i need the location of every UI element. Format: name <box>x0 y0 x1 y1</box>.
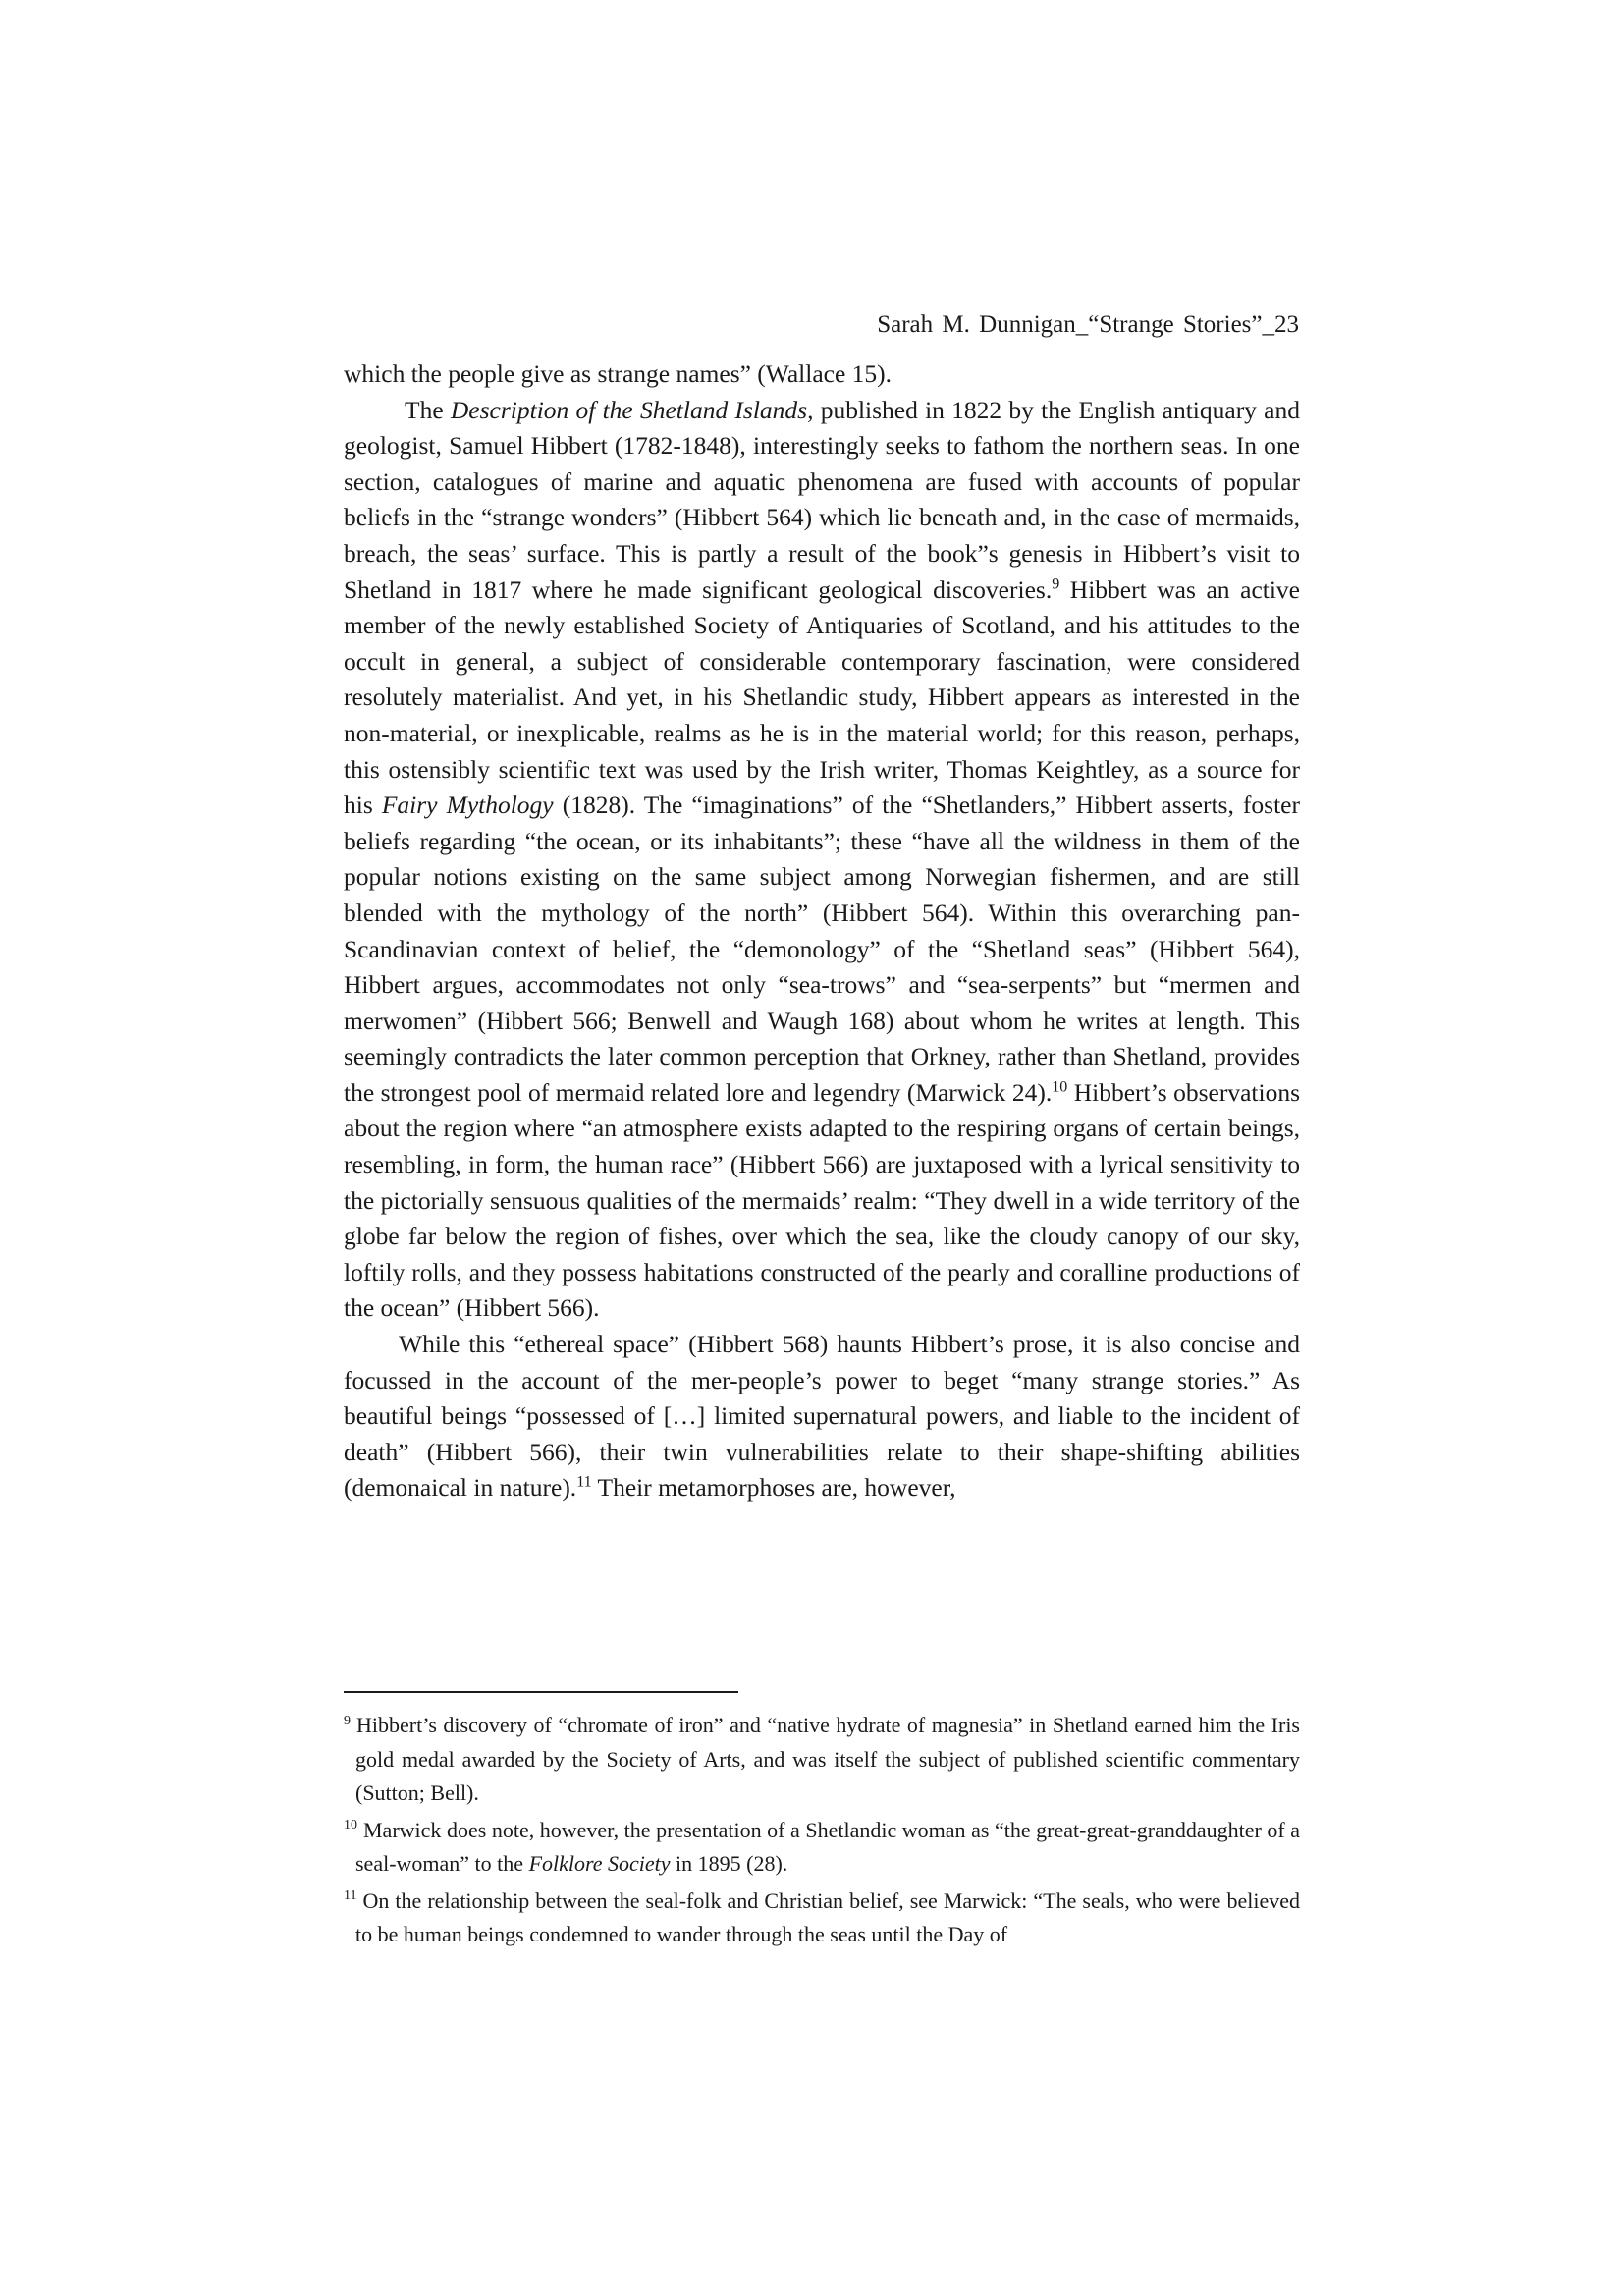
footnotes <box>344 1709 1300 1955</box>
text-span: Hibbert’s observations about the region where “an atmosphere exists adapted to the respiring organs of certain beings, resembling, in form, the human race” (Hibbert 566) are juxtaposed with a lyrical sensitivity to the pictorially sensuous qualities of the mermaids’ realm: “They dwell in a wide territory of the globe far below the region of fishes, over which the sea, like the cloudy canopy of our sky, loftily rolls, and they possess habitations constructed of the pearly and coralline productions of the ocean” (Hibbert 566). <box>344 1077 1300 1323</box>
text-span: The <box>405 395 451 424</box>
footnote-ref-11[interactable]: 11 <box>576 1473 592 1491</box>
text-span: While this “ethereal space” (Hibbert 568) haunts Hibbert’s prose, it is also concise and focussed in the account of the mer-people’s power to beget “many strange stories.” As beautiful beings “possessed of […] limited supernatural powers, and liable to the incident of death” (Hibbert 566), their twin vulnerabilities relate to their shape-shifting abilities (demonaical in nature). <box>344 1330 1300 1503</box>
footnote-text: in 1895 (28). <box>670 1851 788 1876</box>
paragraph-hibbert-description <box>344 393 1300 1327</box>
footnote-mark: 9 <box>344 1713 351 1728</box>
footnote-separator <box>344 1691 738 1693</box>
text-span: Their metamorphoses are, however, <box>591 1473 956 1503</box>
footnote-9 <box>344 1709 1300 1811</box>
footnote-10 <box>344 1814 1300 1882</box>
footnote-ref-10[interactable]: 10 <box>1052 1078 1068 1096</box>
footnote-text: Marwick does note, however, the presentation of a Shetlandic woman as “the great-great-granddaughter of a seal-woman” to the <box>355 1817 1300 1876</box>
footnote-text: On the relationship between the seal-folk and Christian belief, see Marwick: “The seals, who were believed to be human beings condemned to wander through the seas until the Day of <box>355 1887 1300 1946</box>
footnote-ref-9[interactable]: 9 <box>1052 575 1060 593</box>
text-span: published in 1822 by the English antiquary and geologist, Samuel Hibbert (1782-1848), interestingly seeks to fathom the northern seas. In one section, catalogues of marine and aquatic phenomena are fused with accounts of popular beliefs in the “strange wonders” (Hibbert 564) which lie beneath and, in the case of mermaids, breach, the seas’ surface. This is partly a result of the book”s genesis in Hibbert’s visit to Shetland in 1817 where he made significant geological discoveries. <box>344 395 1300 604</box>
footnote-mark: 10 <box>344 1818 357 1833</box>
footnote-italic: Folklore Society <box>528 1851 671 1876</box>
text-span: (1828). The “imaginations” of the “Shetlanders,” Hibbert asserts, foster beliefs regarding “the ocean, or its inhabitants”; these “have all the wildness in them of the popular notions existing on the same subject among Norwegian fishermen, and are still blended with the mythology of the north” (Hibbert 564). Within this overarching pan-Scandinavian context of belief, the “demonology” of the “Shetland seas” (Hibbert 564), Hibbert argues, accommodates not only “sea-trows” and “sea-serpents” but “mermen and merwomen” (Hibbert 566; Benwell and Waugh 168) about whom he writes at length. This seemingly contradicts the later common perception that Orkney, rather than Shetland, provides the strongest pool of mermaid related lore and legendry (Marwick 24). <box>344 791 1300 1107</box>
body-text <box>344 356 1300 1506</box>
paragraph-ethereal-space <box>344 1327 1300 1506</box>
footnote-11 <box>344 1885 1300 1952</box>
text-span: Hibbert was an active member of the newly established Society of Antiquaries of Scotland, and his attitudes to the occult in general, a subject of considerable contemporary fascination, were considered resolutely materialist. And yet, in his Shetlandic study, Hibbert appears as interested in the non-material, or inexplicable, realms as he is in the material world; for this reason, perhaps, this ostensibly scientific text was used by the Irish writer, Thomas Keightley, as a source for his <box>344 574 1300 820</box>
paragraph-continuation: which the people give as strange names” (Wallace 15). <box>344 359 893 388</box>
footnote-mark: 11 <box>344 1888 357 1904</box>
running-header: Sarah M. Dunnigan_“Strange Stories”_23 <box>877 311 1299 338</box>
book-title-description: Description of the Shetland Islands, <box>450 395 814 424</box>
footnote-text: Hibbert’s discovery of “chromate of iron” and “native hydrate of magnesia” in Shetland earned him the Iris gold medal awarded by the Society of Arts, and was itself the subject of published scientific commentary (Sutton; Bell). <box>355 1713 1300 1805</box>
book-title-fairy-mythology: Fairy Mythology <box>381 791 554 820</box>
